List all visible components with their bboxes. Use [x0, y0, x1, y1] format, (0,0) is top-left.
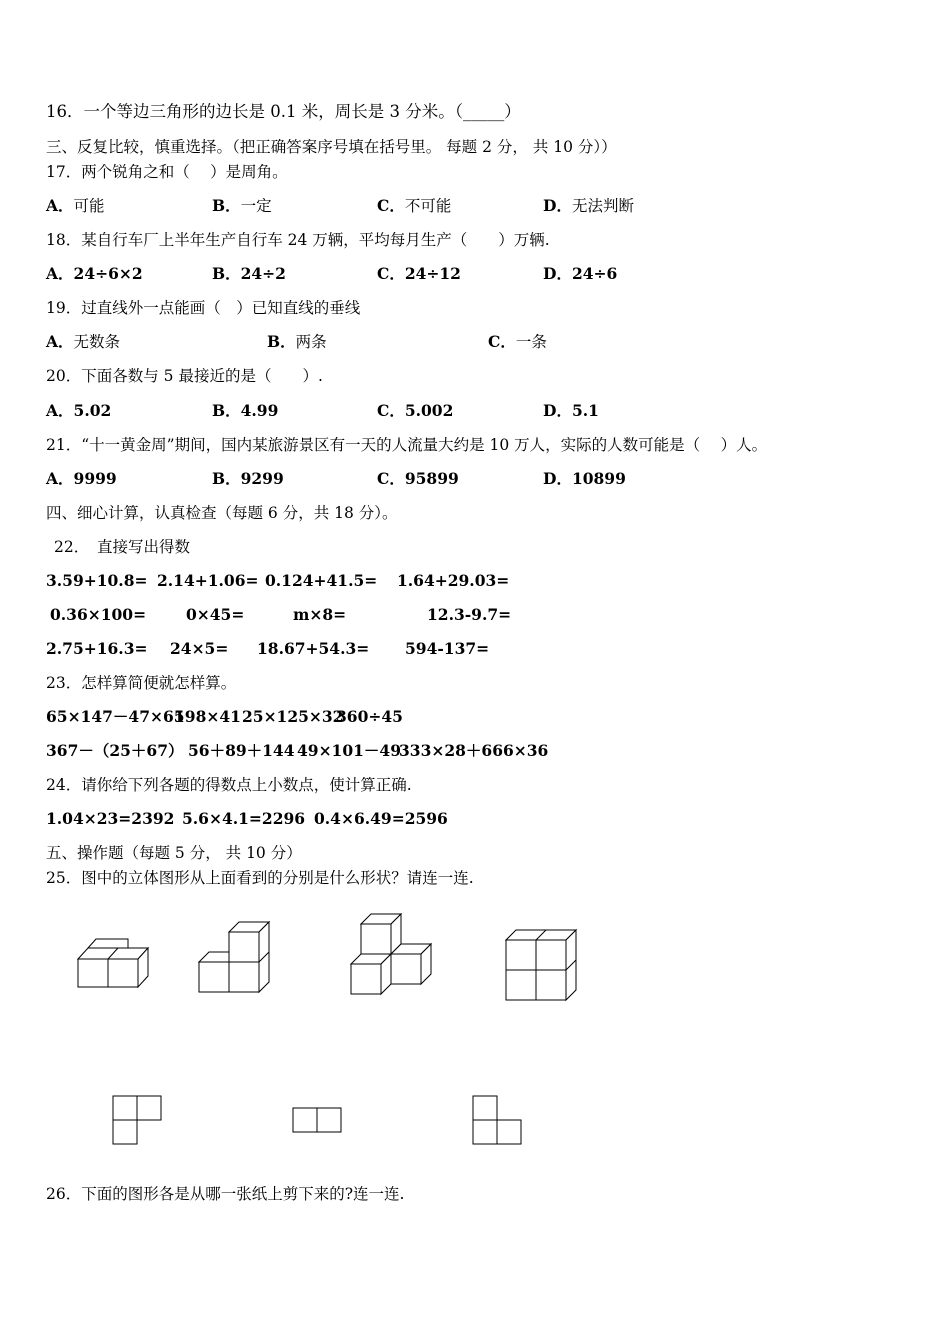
q22-expr: 24×5=	[170, 639, 229, 658]
q22-expr: 0×45=	[186, 605, 245, 624]
q23-expr: 49×101－49	[297, 741, 401, 760]
solid-figure-1	[76, 936, 151, 991]
q22-expr: 0.36×100=	[50, 605, 147, 624]
cube-front-face	[506, 970, 536, 1000]
q22-expr: 1.64+29.03=	[397, 571, 510, 590]
question-24-stem: 24．请你给下列各题的得数点上小数点，使计算正确.	[46, 776, 412, 794]
option-letter: C．	[377, 264, 405, 283]
q22-expr: 0.124+41.5=	[265, 571, 378, 590]
cube-front-face	[536, 940, 566, 970]
top-view-1	[111, 1094, 165, 1148]
square-cell	[497, 1120, 521, 1144]
cube-front-face	[108, 959, 138, 987]
q24-item: 5.6×4.1=2296	[182, 809, 306, 828]
q17-option-c[interactable]	[377, 196, 451, 216]
option-text: 95899	[404, 469, 459, 488]
section-5-title: 五、操作题（每题 5 分， 共 10 分）	[46, 844, 302, 862]
top-view-3	[471, 1094, 525, 1148]
top-view-2	[291, 1106, 345, 1136]
option-text: 一条	[515, 333, 547, 351]
question-26-stem: 26．下面的图形各是从哪一张纸上剪下来的?连一连.	[46, 1185, 405, 1203]
option-letter: D．	[543, 264, 572, 283]
question-17-stem: 17．两个锐角之和（ ）是周角。	[46, 163, 288, 181]
q18-option-c[interactable]	[377, 264, 461, 284]
option-text: 一定	[240, 197, 272, 215]
option-letter: B．	[267, 332, 296, 351]
q23-expr: 333×28＋666×36	[399, 741, 549, 760]
q20-option-a[interactable]	[46, 401, 111, 421]
square-cell	[113, 1096, 137, 1120]
cube-front-face	[351, 964, 381, 994]
option-text: 24÷2	[240, 264, 286, 283]
option-letter: B．	[212, 401, 241, 420]
question-16-blank[interactable]: （_____）	[454, 102, 521, 121]
section-3-title: 三、反复比较，慎重选择。（把正确答案序号填在括号里。 每题 2 分， 共 10 分））	[46, 138, 617, 156]
option-text: 可能	[73, 197, 105, 215]
square-cell	[113, 1120, 137, 1144]
q23-expr: 25×125×32	[242, 707, 344, 726]
cube-front-face	[229, 932, 259, 962]
option-letter: A．	[46, 469, 74, 488]
option-text: 10899	[571, 469, 626, 488]
question-21-stem: 21．“十一黄金周”期间，国内某旅游景区有一天的人流量大约是 10 万人，实际的人数可能是（ ）人。	[46, 436, 768, 454]
q22-expr: 18.67+54.3=	[257, 639, 370, 658]
option-letter: A．	[46, 196, 74, 215]
question-20-stem: 20．下面各数与 5 最接近的是（ ）.	[46, 367, 323, 385]
option-letter: A．	[46, 264, 74, 283]
option-letter: B．	[212, 196, 241, 215]
q22-expr: 2.14+1.06=	[157, 571, 259, 590]
q17-option-b[interactable]	[212, 196, 272, 216]
q23-expr: 198×41	[174, 707, 241, 726]
question-22-stem: 22． 直接写出得数	[54, 538, 190, 556]
q20-option-d[interactable]	[543, 401, 599, 421]
option-letter: D．	[543, 196, 572, 215]
option-letter: D．	[543, 469, 572, 488]
option-letter: B．	[212, 469, 241, 488]
question-23-stem: 23．怎样算简便就怎样算。	[46, 674, 237, 692]
option-text: 5.02	[73, 401, 112, 420]
q22-expr: m×8=	[293, 605, 347, 624]
option-text: 24÷6	[571, 264, 618, 283]
option-letter: B．	[212, 264, 241, 283]
q20-option-b[interactable]	[212, 401, 278, 421]
q23-expr: 65×147－47×65	[46, 707, 185, 726]
option-text: 24÷12	[404, 264, 461, 283]
question-25-stem: 25．图中的立体图形从上面看到的分别是什么形状？请连一连.	[46, 869, 474, 887]
option-letter: C．	[377, 196, 405, 215]
q21-option-d[interactable]	[543, 469, 626, 489]
option-text: 4.99	[240, 401, 279, 420]
cube-front-face	[361, 924, 391, 954]
option-letter: A．	[46, 332, 74, 351]
square-cell	[137, 1096, 161, 1120]
q22-expr: 594-137=	[405, 639, 490, 658]
option-text: 两条	[295, 333, 327, 351]
square-cell	[473, 1120, 497, 1144]
q23-expr: 367－（25＋67）	[46, 741, 184, 760]
option-text: 无数条	[73, 333, 121, 351]
square-cell	[473, 1096, 497, 1120]
cube-front-face	[391, 954, 421, 984]
option-text: 不可能	[404, 197, 452, 215]
option-text: 5.002	[404, 401, 454, 420]
q20-option-c[interactable]	[377, 401, 453, 421]
q19-option-a[interactable]	[46, 332, 120, 352]
option-text: 9999	[73, 469, 117, 488]
q18-option-d[interactable]	[543, 264, 617, 284]
q21-option-b[interactable]	[212, 469, 284, 489]
square-cell	[293, 1108, 317, 1132]
question-16-text: 16．一个等边三角形的边长是 0.1 米，周长是 3 分米。	[46, 102, 455, 121]
q22-expr: 3.59+10.8=	[46, 571, 148, 590]
q22-expr: 12.3-9.7=	[427, 605, 512, 624]
solid-figure-2	[197, 920, 272, 995]
q24-item: 0.4×6.49=2596	[314, 809, 448, 828]
section-4-title: 四、细心计算，认真检查（每题 6 分，共 18 分）。	[46, 504, 398, 522]
option-letter: C．	[377, 401, 405, 420]
question-19-stem: 19．过直线外一点能画（ ）已知直线的垂线	[46, 299, 361, 317]
option-text: 无法判断	[571, 197, 634, 215]
q19-option-c[interactable]	[488, 332, 547, 352]
q22-expr: 2.75+16.3=	[46, 639, 148, 658]
solid-figure-3	[349, 912, 434, 1000]
q18-option-b[interactable]	[212, 264, 286, 284]
question-18-stem: 18．某自行车厂上半年生产自行车 24 万辆，平均每月生产（ ）万辆.	[46, 231, 550, 249]
option-text: 9299	[240, 469, 284, 488]
option-letter: C．	[488, 332, 516, 351]
option-letter: D．	[543, 401, 572, 420]
q19-option-b[interactable]	[267, 332, 327, 352]
q24-item: 1.04×23=2392	[46, 809, 175, 828]
square-cell	[317, 1108, 341, 1132]
q17-option-d[interactable]	[543, 196, 634, 216]
option-letter: C．	[377, 469, 405, 488]
option-text: 24÷6×2	[73, 264, 143, 283]
question-16	[46, 102, 521, 122]
solid-figure-4	[504, 928, 582, 1006]
q23-expr: 56＋89＋144	[188, 741, 295, 760]
q17-option-a[interactable]	[46, 196, 105, 216]
q21-option-a[interactable]	[46, 469, 117, 489]
option-text: 5.1	[571, 401, 599, 420]
cube-front-face	[506, 940, 536, 970]
q21-option-c[interactable]	[377, 469, 459, 489]
cube-front-face	[199, 962, 229, 992]
q18-option-a[interactable]	[46, 264, 143, 284]
cube-front-face	[536, 970, 566, 1000]
cube-front-face	[229, 962, 259, 992]
q23-expr: 360÷45	[336, 707, 403, 726]
option-letter: A．	[46, 401, 74, 420]
cube-front-face	[78, 959, 108, 987]
